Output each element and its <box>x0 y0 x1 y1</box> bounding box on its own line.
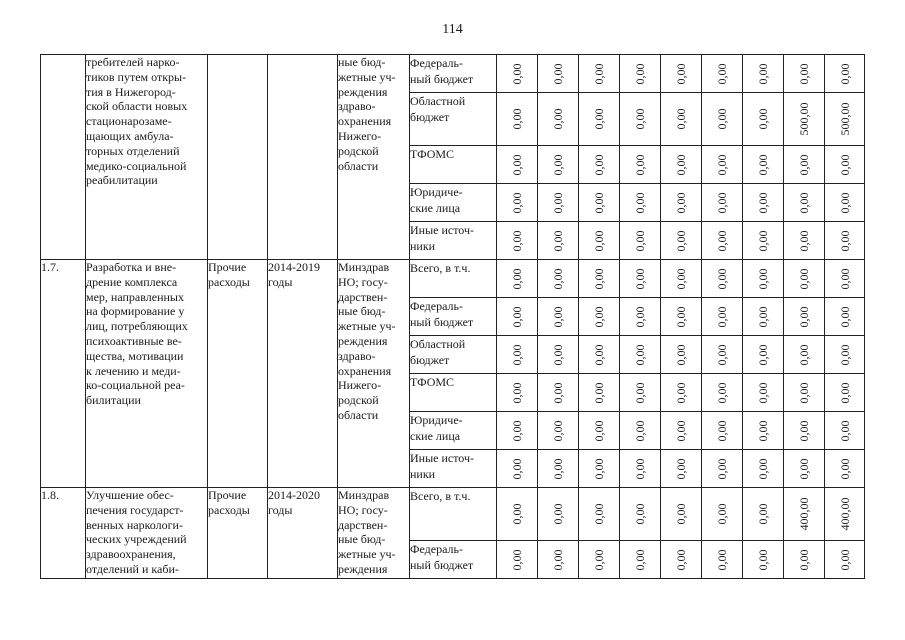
amount-value: 0,00 <box>837 192 852 213</box>
amount-cell <box>579 488 620 541</box>
expense-type-cell <box>208 260 268 488</box>
amount-value: 0,00 <box>551 154 565 175</box>
amount-value: 0,00 <box>674 458 688 479</box>
amount-cell <box>497 260 538 298</box>
amount-cell <box>825 146 865 184</box>
funding-source-cell <box>410 184 497 222</box>
amount-value: 0,00 <box>797 549 811 570</box>
page-number: 114 <box>442 22 463 37</box>
amount-value: 0,00 <box>510 63 524 84</box>
amount-value: 0,00 <box>592 192 606 213</box>
table-row <box>41 55 865 93</box>
funding-source: Федераль- ный бюджет <box>410 542 474 572</box>
amount-cell <box>579 55 620 93</box>
amount-cell <box>497 450 538 488</box>
amount-value: 0,00 <box>715 382 729 403</box>
executor: Минздрав НО; госу- дарствен- ные бюд- жетные уч- реждения <box>338 488 396 576</box>
amount-value: 0,00 <box>756 63 770 84</box>
amount-cell <box>743 222 784 260</box>
amount-value: 0,00 <box>674 154 688 175</box>
amount-value: 0,00 <box>551 192 565 213</box>
amount-value: 0,00 <box>674 382 688 403</box>
item-name: требителей нарко- тиков путем откры- тия в Нижегород- ской области новых стационарозаме- щающих амбула- торных отделений медико-социальной реабилитации <box>86 55 188 188</box>
amount-cell <box>702 93 743 146</box>
amount-value: 0,00 <box>674 108 688 130</box>
amount-value: 0,00 <box>715 458 729 479</box>
amount-value: 0,00 <box>837 63 852 84</box>
amount-cell <box>825 412 865 450</box>
amount-value: 0,00 <box>510 503 524 525</box>
amount-cell <box>702 336 743 374</box>
amount-cell <box>702 412 743 450</box>
amount-value: 0,00 <box>797 306 811 327</box>
amount-cell <box>743 541 784 579</box>
amount-cell <box>661 146 702 184</box>
amount-cell <box>743 260 784 298</box>
amount-cell <box>579 222 620 260</box>
amount-cell <box>825 93 865 146</box>
amount-cell <box>620 374 661 412</box>
amount-value: 0,00 <box>551 503 565 525</box>
amount-value: 0,00 <box>674 63 688 84</box>
funding-source: Областной бюджет <box>410 94 466 124</box>
funding-source-cell <box>410 374 497 412</box>
amount-value: 0,00 <box>551 420 565 441</box>
amount-value: 0,00 <box>633 63 647 84</box>
amount-cell <box>620 184 661 222</box>
amount-cell <box>579 541 620 579</box>
funding-source-cell <box>410 260 497 298</box>
amount-value: 0,00 <box>674 503 688 525</box>
amount-cell <box>702 260 743 298</box>
amount-value: 0,00 <box>633 154 647 175</box>
amount-value: 0,00 <box>837 420 852 441</box>
amount-value: 0,00 <box>633 503 647 525</box>
amount-value: 0,00 <box>510 154 524 175</box>
amount-cell <box>743 412 784 450</box>
amount-cell <box>579 374 620 412</box>
amount-cell <box>825 488 865 541</box>
amount-value: 0,00 <box>592 503 606 525</box>
amount-cell <box>579 450 620 488</box>
amount-value: 0,00 <box>633 420 647 441</box>
amount-value: 0,00 <box>756 306 770 327</box>
amount-value: 0,00 <box>551 382 565 403</box>
amount-cell <box>784 541 825 579</box>
funding-source: Юридиче- ские лица <box>410 185 463 215</box>
executor: ные бюд- жетные уч- реждения здраво- охранения Нижего- родской области <box>338 55 396 173</box>
executor: Минздрав НО; госу- дарствен- ные бюд- жетные уч- реждения здраво- охранения Нижего- родской области <box>338 260 396 422</box>
amount-value: 0,00 <box>551 458 565 479</box>
amount-cell <box>661 488 702 541</box>
amount-cell <box>702 222 743 260</box>
amount-value: 0,00 <box>797 230 811 251</box>
amount-cell <box>497 412 538 450</box>
amount-cell <box>538 260 579 298</box>
amount-value: 0,00 <box>674 420 688 441</box>
amount-value: 0,00 <box>797 63 811 84</box>
amount-value: 0,00 <box>551 344 565 365</box>
amount-value: 0,00 <box>633 108 647 130</box>
executor-cell <box>338 55 410 260</box>
amount-value: 0,00 <box>715 344 729 365</box>
funding-source-cell <box>410 222 497 260</box>
amount-cell <box>784 222 825 260</box>
item-number-cell <box>41 488 86 579</box>
amount-cell <box>784 184 825 222</box>
amount-cell <box>784 55 825 93</box>
amount-cell <box>620 55 661 93</box>
item-name: Разработка и вне- дрение комплекса мер, направленных на формирование у лиц, потребляющих психоактивные ве- щества, мотивации к лечению и меди- ко-социальной реа- билитации <box>86 260 188 408</box>
amount-cell <box>702 541 743 579</box>
executor-cell <box>338 488 410 579</box>
amount-cell <box>825 184 865 222</box>
expense-type-cell <box>208 55 268 260</box>
funding-source: Областной бюджет <box>410 337 466 367</box>
amount-cell <box>661 184 702 222</box>
amount-cell <box>702 374 743 412</box>
amount-value: 0,00 <box>592 154 606 175</box>
amount-value: 0,00 <box>837 230 852 251</box>
amount-cell <box>579 336 620 374</box>
amount-value: 0,00 <box>715 420 729 441</box>
amount-cell <box>538 412 579 450</box>
amount-cell <box>743 488 784 541</box>
amount-value: 0,00 <box>633 306 647 327</box>
amount-cell <box>784 450 825 488</box>
expense-type: Прочие расходы <box>208 260 250 289</box>
amount-value: 0,00 <box>592 458 606 479</box>
amount-cell <box>497 336 538 374</box>
amount-cell <box>784 260 825 298</box>
amount-cell <box>743 184 784 222</box>
amount-cell <box>784 488 825 541</box>
funding-source-cell <box>410 450 497 488</box>
amount-value: 0,00 <box>551 230 565 251</box>
amount-value: 0,00 <box>592 108 606 130</box>
amount-value: 0,00 <box>674 306 688 327</box>
amount-cell <box>825 222 865 260</box>
period: 2014-2020 годы <box>268 488 320 517</box>
amount-value: 0,00 <box>837 344 852 365</box>
amount-value: 400,00 <box>837 497 852 531</box>
amount-cell <box>538 298 579 336</box>
amount-cell <box>661 336 702 374</box>
amount-cell <box>661 93 702 146</box>
amount-value: 0,00 <box>756 382 770 403</box>
amount-cell <box>538 450 579 488</box>
amount-value: 0,00 <box>551 108 565 130</box>
amount-value: 0,00 <box>756 268 770 289</box>
amount-value: 0,00 <box>633 268 647 289</box>
amount-value: 0,00 <box>592 230 606 251</box>
amount-cell <box>702 146 743 184</box>
amount-cell <box>538 488 579 541</box>
amount-value: 0,00 <box>592 63 606 84</box>
amount-cell <box>620 222 661 260</box>
amount-cell <box>620 412 661 450</box>
amount-value: 500,00 <box>797 102 811 136</box>
amount-cell <box>661 412 702 450</box>
item-number-cell <box>41 55 86 260</box>
amount-cell <box>702 298 743 336</box>
amount-cell <box>497 541 538 579</box>
item-name-cell <box>86 55 208 260</box>
amount-cell <box>743 450 784 488</box>
amount-value: 0,00 <box>756 549 770 570</box>
amount-cell <box>538 541 579 579</box>
amount-cell <box>661 55 702 93</box>
amount-cell <box>579 146 620 184</box>
amount-cell <box>620 336 661 374</box>
expense-type: Прочие расходы <box>208 488 250 517</box>
amount-value: 0,00 <box>633 192 647 213</box>
amount-value: 0,00 <box>592 268 606 289</box>
funding-source: Федераль- ный бюджет <box>410 299 474 329</box>
amount-value: 0,00 <box>633 344 647 365</box>
amount-value: 0,00 <box>510 230 524 251</box>
amount-cell <box>579 412 620 450</box>
amount-cell <box>538 374 579 412</box>
amount-value: 0,00 <box>756 230 770 251</box>
amount-value: 0,00 <box>551 549 565 570</box>
amount-value: 0,00 <box>592 549 606 570</box>
amount-cell <box>497 374 538 412</box>
amount-value: 0,00 <box>510 420 524 441</box>
amount-cell <box>538 222 579 260</box>
period: 2014-2019 годы <box>268 260 320 289</box>
funding-source: Всего, в т.ч. <box>410 261 471 275</box>
amount-cell <box>743 336 784 374</box>
amount-value: 0,00 <box>592 306 606 327</box>
amount-cell <box>702 184 743 222</box>
amount-cell <box>743 374 784 412</box>
amount-cell <box>497 222 538 260</box>
amount-value: 0,00 <box>633 458 647 479</box>
amount-cell <box>825 55 865 93</box>
period-cell <box>268 260 338 488</box>
amount-value: 0,00 <box>797 154 811 175</box>
funding-source-cell <box>410 412 497 450</box>
amount-cell <box>620 541 661 579</box>
funding-source: Иные источ- ники <box>410 451 475 481</box>
amount-value: 0,00 <box>551 268 565 289</box>
item-number: 1.7. <box>41 260 59 274</box>
amount-value: 0,00 <box>633 549 647 570</box>
funding-source-cell <box>410 488 497 541</box>
amount-cell <box>620 93 661 146</box>
amount-value: 0,00 <box>715 108 729 130</box>
amount-value: 0,00 <box>797 344 811 365</box>
amount-value: 0,00 <box>510 306 524 327</box>
amount-cell <box>825 298 865 336</box>
amount-cell <box>579 298 620 336</box>
amount-cell <box>784 146 825 184</box>
amount-value: 0,00 <box>674 344 688 365</box>
funding-source: ТФОМС <box>410 375 455 389</box>
amount-value: 0,00 <box>756 458 770 479</box>
amount-value: 0,00 <box>551 306 565 327</box>
amount-value: 0,00 <box>797 420 811 441</box>
amount-cell <box>661 541 702 579</box>
amount-value: 0,00 <box>510 268 524 289</box>
amount-cell <box>497 298 538 336</box>
amount-value: 0,00 <box>633 230 647 251</box>
amount-value: 0,00 <box>510 192 524 213</box>
amount-cell <box>538 146 579 184</box>
item-name-cell <box>86 488 208 579</box>
amount-value: 0,00 <box>837 306 852 327</box>
amount-value: 0,00 <box>756 420 770 441</box>
amount-cell <box>620 146 661 184</box>
amount-value: 0,00 <box>510 458 524 479</box>
amount-value: 0,00 <box>715 268 729 289</box>
amount-value: 0,00 <box>837 382 852 403</box>
table-row <box>41 260 865 298</box>
period-cell <box>268 488 338 579</box>
amount-cell <box>497 146 538 184</box>
amount-cell <box>702 488 743 541</box>
amount-cell <box>743 298 784 336</box>
amount-cell <box>825 374 865 412</box>
period-cell <box>268 55 338 260</box>
amount-value: 0,00 <box>592 344 606 365</box>
funding-source: ТФОМС <box>410 147 455 161</box>
funding-source: Федераль- ный бюджет <box>410 56 474 86</box>
funding-source-cell <box>410 55 497 93</box>
amount-cell <box>661 450 702 488</box>
amount-cell <box>784 336 825 374</box>
amount-value: 0,00 <box>756 108 770 130</box>
amount-value: 0,00 <box>837 458 852 479</box>
amount-value: 0,00 <box>797 458 811 479</box>
amount-value: 0,00 <box>510 108 524 130</box>
amount-cell <box>497 184 538 222</box>
item-name-cell <box>86 260 208 488</box>
amount-value: 0,00 <box>715 154 729 175</box>
amount-cell <box>825 541 865 579</box>
amount-cell <box>661 222 702 260</box>
amount-cell <box>743 146 784 184</box>
executor-cell <box>338 260 410 488</box>
amount-cell <box>538 93 579 146</box>
amount-value: 0,00 <box>756 503 770 525</box>
funding-source-cell <box>410 298 497 336</box>
amount-cell <box>497 93 538 146</box>
amount-value: 0,00 <box>674 192 688 213</box>
amount-cell <box>743 55 784 93</box>
amount-cell <box>825 260 865 298</box>
amount-value: 0,00 <box>592 420 606 441</box>
amount-cell <box>620 488 661 541</box>
amount-cell <box>825 450 865 488</box>
amount-value: 0,00 <box>551 63 565 84</box>
amount-cell <box>825 336 865 374</box>
amount-cell <box>784 93 825 146</box>
amount-cell <box>743 93 784 146</box>
amount-cell <box>620 450 661 488</box>
amount-value: 0,00 <box>797 382 811 403</box>
amount-cell <box>579 93 620 146</box>
funding-source: Юридиче- ские лица <box>410 413 463 443</box>
amount-value: 500,00 <box>837 102 852 136</box>
amount-value: 0,00 <box>756 154 770 175</box>
amount-value: 0,00 <box>674 230 688 251</box>
amount-value: 0,00 <box>510 344 524 365</box>
amount-cell <box>497 55 538 93</box>
amount-value: 0,00 <box>674 549 688 570</box>
amount-cell <box>702 55 743 93</box>
amount-value: 0,00 <box>510 549 524 570</box>
amount-value: 0,00 <box>837 549 852 570</box>
amount-cell <box>661 260 702 298</box>
amount-cell <box>784 298 825 336</box>
amount-value: 0,00 <box>715 192 729 213</box>
amount-value: 0,00 <box>715 549 729 570</box>
item-number: 1.8. <box>41 488 59 502</box>
amount-value: 0,00 <box>797 192 811 213</box>
funding-source: Всего, в т.ч. <box>410 489 471 503</box>
item-name: Улучшение обес- печения государст- венных наркологи- ческих учреждений здравоохранения, отделений и каби- <box>86 488 187 576</box>
funding-source-cell <box>410 146 497 184</box>
amount-value: 0,00 <box>715 230 729 251</box>
amount-value: 0,00 <box>715 503 729 525</box>
amount-cell <box>784 412 825 450</box>
amount-cell <box>538 336 579 374</box>
amount-value: 0,00 <box>797 268 811 289</box>
amount-cell <box>497 488 538 541</box>
amount-value: 0,00 <box>674 268 688 289</box>
amount-value: 0,00 <box>510 382 524 403</box>
amount-cell <box>538 55 579 93</box>
amount-value: 0,00 <box>756 344 770 365</box>
amount-cell <box>620 260 661 298</box>
amount-value: 0,00 <box>837 268 852 289</box>
budget-table <box>40 54 865 579</box>
funding-source: Иные источ- ники <box>410 223 475 253</box>
amount-value: 400,00 <box>797 497 811 531</box>
amount-cell <box>784 374 825 412</box>
amount-value: 0,00 <box>837 154 852 175</box>
amount-cell <box>661 374 702 412</box>
table-row <box>41 488 865 541</box>
amount-cell <box>702 450 743 488</box>
amount-value: 0,00 <box>633 382 647 403</box>
amount-cell <box>579 184 620 222</box>
amount-cell <box>538 184 579 222</box>
amount-value: 0,00 <box>592 382 606 403</box>
expense-type-cell <box>208 488 268 579</box>
amount-value: 0,00 <box>715 306 729 327</box>
amount-value: 0,00 <box>715 63 729 84</box>
amount-cell <box>620 298 661 336</box>
amount-cell <box>661 298 702 336</box>
item-number-cell <box>41 260 86 488</box>
funding-source-cell <box>410 93 497 146</box>
amount-cell <box>579 260 620 298</box>
amount-value: 0,00 <box>756 192 770 213</box>
funding-source-cell <box>410 336 497 374</box>
funding-source-cell <box>410 541 497 579</box>
